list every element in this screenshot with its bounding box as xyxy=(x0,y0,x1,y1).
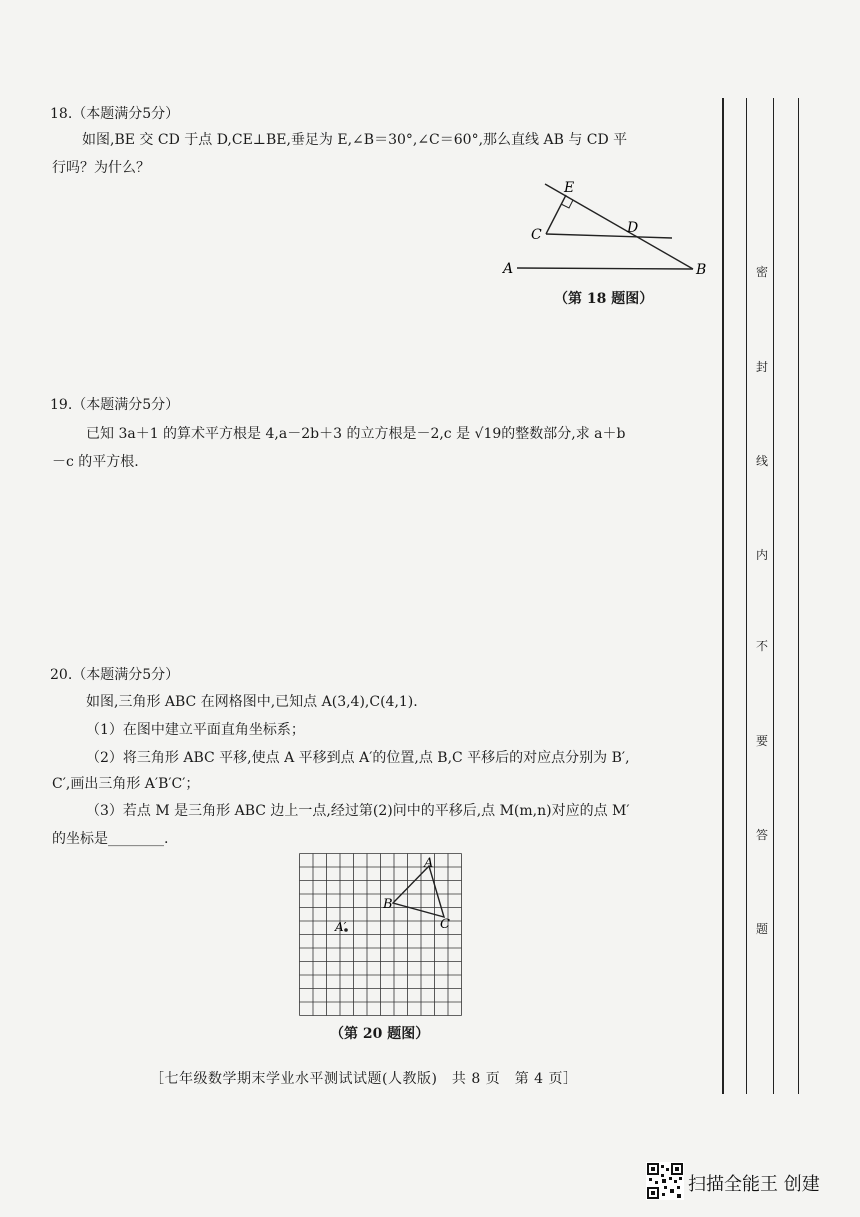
label-c: C xyxy=(531,227,542,243)
margin-char-7: 答 xyxy=(755,828,768,842)
margin-line-3 xyxy=(773,98,774,1094)
margin-char-1: 密 xyxy=(755,265,768,279)
margin-line-2 xyxy=(746,98,747,1094)
margin-line-4 xyxy=(798,98,799,1094)
margin-char-2: 封 xyxy=(755,360,768,374)
qr-code-icon xyxy=(646,1162,684,1200)
problem-20-q1: （1）在图中建立平面直角坐标系； xyxy=(86,722,305,738)
figure-20-grid xyxy=(299,853,462,1016)
problem-19-line2: －c 的平方根. xyxy=(52,454,139,470)
margin-line-1 xyxy=(722,98,724,1094)
triangle-abc xyxy=(393,866,444,917)
margin-char-6: 要 xyxy=(755,734,768,748)
label-a: A xyxy=(424,856,434,871)
margin-char-3: 线 xyxy=(755,454,768,468)
problem-20-heading: 20.（本题满分5分） xyxy=(50,667,180,683)
label-d: D xyxy=(627,220,639,236)
page-footer: ［七年级数学期末学业水平测试试题(人教版) 共 8 页 第 4 页］ xyxy=(150,1071,578,1087)
grid-lines xyxy=(300,854,462,1016)
line-ab xyxy=(517,268,693,269)
margin-char-4: 内 xyxy=(755,548,768,562)
label-b: B xyxy=(383,897,393,912)
figure-18-caption: （第 18 题图） xyxy=(554,291,654,307)
problem-19-line1: 已知 3a＋1 的算术平方根是 4,a－2b＋3 的立方根是－2,c 是 √19的整数部分,求 a＋b xyxy=(86,426,626,442)
problem-20-intro: 如图,三角形 ABC 在网格图中,已知点 A(3,4),C(4,1). xyxy=(86,694,418,710)
problem-20-q3b: 的坐标是________. xyxy=(52,831,169,847)
problem-18-line1: 如图,BE 交 CD 于点 D,CE⊥BE,垂足为 E,∠B＝30°,∠C＝60°,那么直线 AB 与 CD 平 xyxy=(82,132,628,148)
margin-char-5: 不 xyxy=(755,639,768,653)
problem-20-q2b: C′,画出三角形 A′B′C′； xyxy=(52,776,200,792)
label-e: E xyxy=(564,180,575,196)
problem-20-q2a: （2）将三角形 ABC 平移,使点 A 平移到点 A′的位置,点 B,C 平移后的对应点分别为 B′, xyxy=(86,750,630,766)
label-c: C xyxy=(440,917,450,932)
label-b: B xyxy=(696,262,707,278)
figure-20-caption: （第 20 题图） xyxy=(330,1026,430,1042)
scanner-credit: 扫描全能王 创建 xyxy=(688,1174,820,1195)
figure-18 xyxy=(500,176,715,281)
line-ce xyxy=(546,195,566,234)
problem-18-line2: 行吗？为什么？ xyxy=(52,160,150,176)
problem-18-heading: 18.（本题满分5分） xyxy=(50,106,180,122)
label-a: A xyxy=(503,261,514,277)
problem-19-heading: 19.（本题满分5分） xyxy=(50,397,180,413)
line-cd xyxy=(546,234,672,238)
margin-char-8: 题 xyxy=(755,922,768,936)
problem-20-q3a: （3）若点 M 是三角形 ABC 边上一点,经过第(2)问中的平移后,点 M(m,n)对应的点 M′ xyxy=(86,803,630,819)
line-eb xyxy=(545,184,693,269)
label-a-prime: A′ xyxy=(335,920,347,934)
